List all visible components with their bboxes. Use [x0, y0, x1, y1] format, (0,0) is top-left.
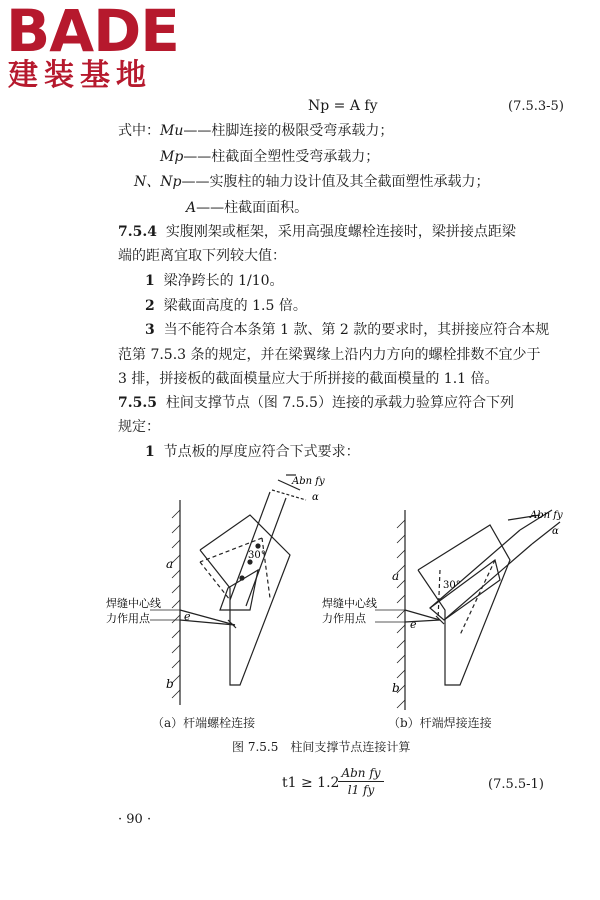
clause-754-number: 7.5.4 [118, 224, 157, 240]
subcaption-b: （b）杆端焊接连接 [388, 716, 492, 730]
page-number: · 90 · [118, 812, 152, 827]
symbol-a: A [186, 200, 197, 216]
label-b-right: b [392, 681, 400, 695]
label-a-left: a [166, 557, 174, 571]
label-a-right: a [392, 569, 400, 583]
force-label-right: Abn fy [530, 510, 563, 521]
label-e-right: e [410, 618, 417, 631]
clause-754-item3-line1: 3 当不能符合本条第 1 款、第 2 款的要求时，其拼接应符合本规 [145, 322, 550, 338]
clause-755-item1: 1 节点板的厚度应符合下式要求： [145, 444, 360, 460]
alpha-right: α [552, 526, 559, 537]
definition-prefix: 式中： [118, 123, 160, 139]
brand-logo [6, 0, 179, 94]
figure-7-5-5 [100, 470, 580, 730]
logo-brand: BADE [6, 0, 179, 65]
definition-mp [160, 147, 379, 167]
clause-754-item3-line2: 范第 7.5.3 条的规定，并在梁翼缘上沿内力方向的螺栓排数不宜少于 [118, 347, 541, 363]
force-point-label-left: 力作用点 [106, 612, 150, 625]
symbol-n: N、Np [134, 174, 182, 190]
equation-t1-number: (7.5.5-1) [488, 777, 544, 792]
weld-center-label-right: 焊缝中心线 [322, 597, 377, 610]
clause-755-number: 7.5.5 [118, 395, 157, 411]
subcaption-a: （a）杆端螺栓连接 [152, 716, 256, 730]
clause-754-item2: 2 梁截面高度的 1.5 倍。 [145, 298, 307, 314]
clause-754-item1: 1 梁净跨长的 1/10。 [145, 273, 284, 289]
clause-754-line1: 7.5.4 实腹刚架或框架，采用高强度螺栓连接时，梁拼接点距梁 [118, 224, 516, 240]
angle-label-left: 30° [248, 550, 266, 561]
symbol-mu: Mu [160, 123, 184, 139]
definition-a-text: ——柱截面面积。 [196, 200, 309, 216]
equation-np: Np = A fy [308, 98, 378, 114]
definition-mp-text: ——柱截面全塑性受弯承载力； [183, 149, 380, 165]
equation-np-number: (7.5.3-5) [508, 99, 564, 114]
equation-t1-fraction [338, 766, 384, 797]
clause-755-line1: 7.5.5 柱间支撑节点（图 7.5.5）连接的承载力验算应符合下列 [118, 395, 514, 411]
figure-caption: 图 7.5.5 柱间支撑节点连接计算 [232, 740, 411, 754]
definition-mu-text: ——柱脚连接的极限受弯承载力； [183, 123, 394, 139]
clause-755-line2: 规定： [118, 419, 160, 435]
equation-t1-numerator: Abn fy [341, 766, 381, 780]
logo-subtitle: 建装基地 [8, 58, 152, 93]
force-point-label-right: 力作用点 [322, 612, 366, 625]
definition-mu [118, 121, 393, 141]
label-e-left: e [184, 610, 191, 623]
gusset-plate-left [200, 515, 290, 685]
weld-center-label-left: 焊缝中心线 [106, 597, 161, 610]
alpha-left: α [312, 492, 319, 503]
definition-n-text: ——实腹柱的轴力设计值及其全截面塑性承载力； [181, 174, 490, 190]
equation-t1 [282, 775, 339, 791]
clause-754-item3-line3: 3 排，拼接板的截面模量应大于所拼接的截面模量的 1.1 倍。 [118, 371, 499, 387]
definition-n [134, 172, 489, 192]
clause-754-line2: 端的距离宜取下列较大值： [118, 248, 286, 264]
angle-label-right: 30° [443, 580, 461, 591]
equation-t1-denominator: l1 fy [347, 783, 375, 797]
definition-a [186, 198, 308, 218]
equation-t1-lhs: t1 ≥ 1.2 [282, 775, 340, 791]
label-b-left: b [166, 677, 174, 691]
force-label-left: Abn fy [292, 476, 325, 487]
symbol-mp: Mp [160, 149, 184, 165]
